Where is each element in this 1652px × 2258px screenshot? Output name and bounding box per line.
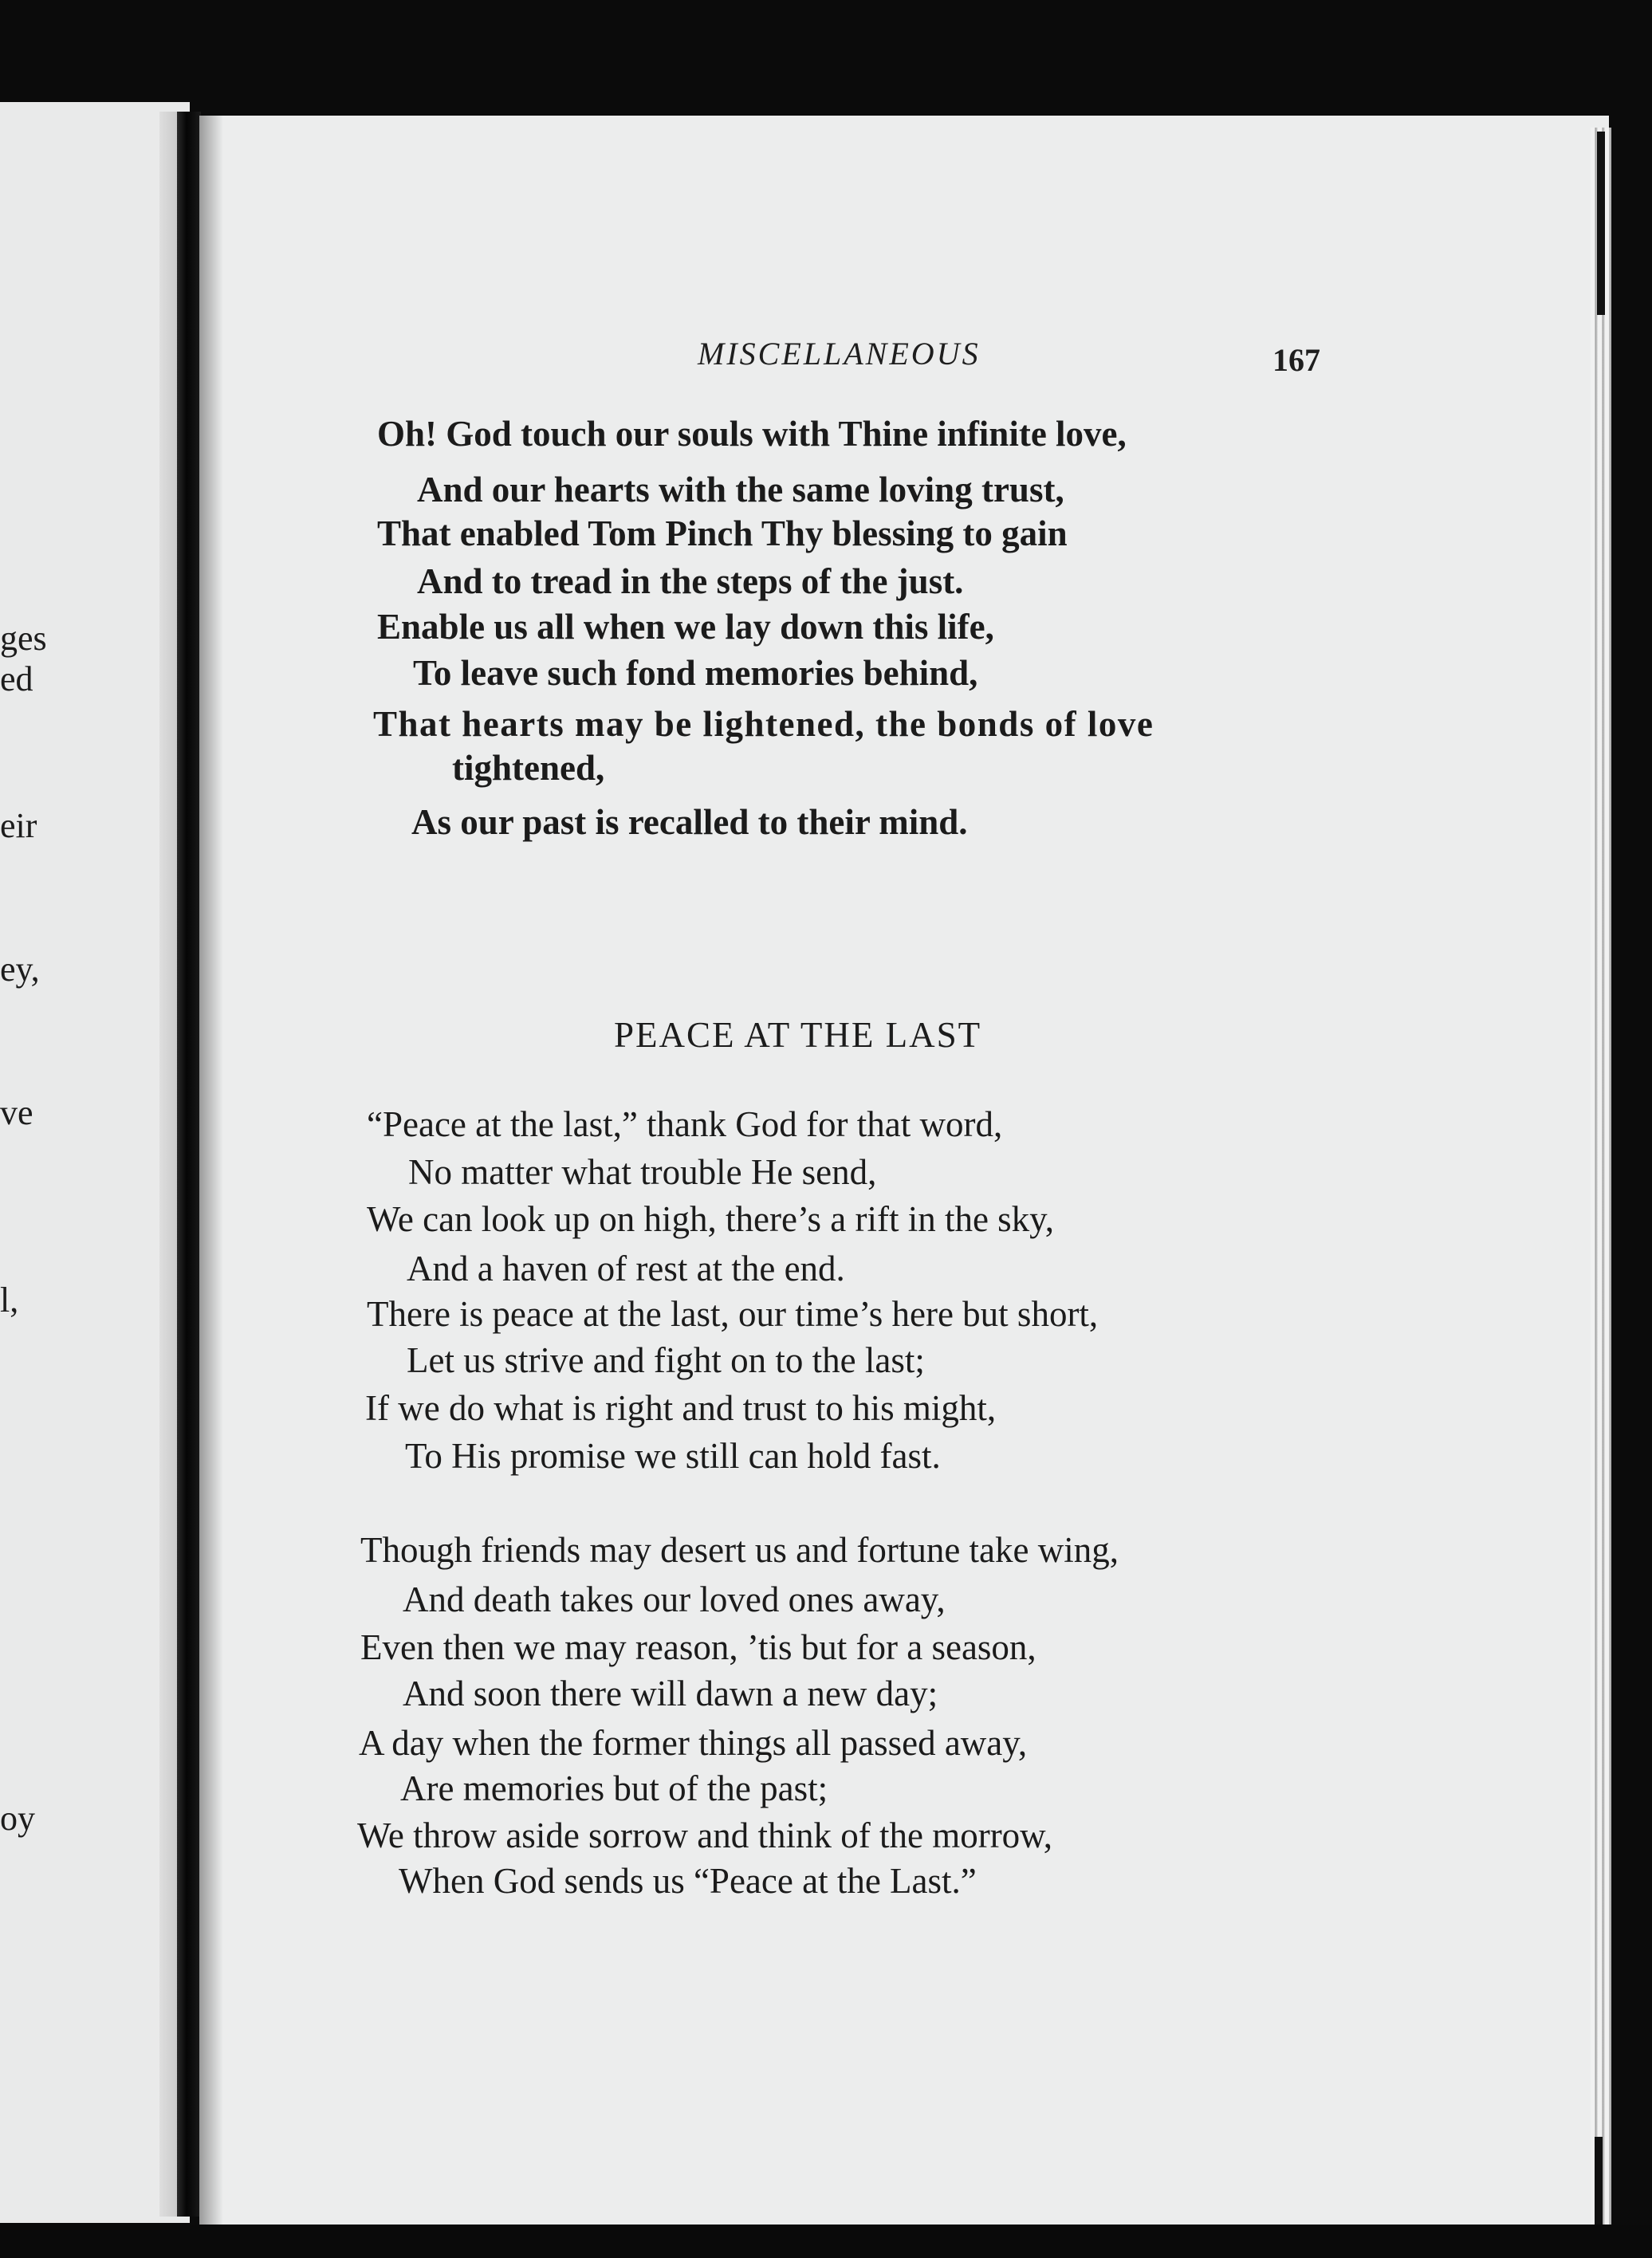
page-edge-mark <box>1595 2137 1603 2225</box>
left-page-fragment: l, <box>0 1280 19 1320</box>
poem-line: That enabled Tom Pinch Thy blessing to gain <box>377 513 1068 553</box>
poem-line: Oh! God touch our souls with Thine infinite love, <box>377 414 1127 454</box>
poem-line: Even then we may reason, ’tis but for a season, <box>360 1627 1036 1667</box>
poem-line: That hearts may be lightened, the bonds of love <box>373 704 1154 744</box>
poem-line: To His promise we still can hold fast. <box>405 1436 941 1476</box>
left-page-fragment: eir <box>0 806 37 845</box>
poem-line: Though friends may desert us and fortune take wing, <box>360 1530 1119 1570</box>
scanner-bottom-band <box>0 2225 1652 2258</box>
poem-line: And soon there will dawn a new day; <box>403 1674 938 1713</box>
poem-line: There is peace at the last, our time’s here but short, <box>367 1294 1099 1334</box>
poem-line: No matter what trouble He send, <box>408 1152 877 1192</box>
left-page-fragment: ey, <box>0 950 40 989</box>
book-gutter <box>177 112 201 2217</box>
poem-line: And a haven of rest at the end. <box>407 1249 845 1288</box>
left-page-fragment: ve <box>0 1093 33 1132</box>
page-edge-mark <box>1597 132 1605 315</box>
poem-line: Enable us all when we lay down this life, <box>377 607 994 647</box>
page-edge-stack <box>1591 128 1611 2225</box>
poem-line: Let us strive and fight on to the last; <box>407 1340 925 1380</box>
poem-line: A day when the former things all passed away, <box>359 1723 1028 1763</box>
poem-line: We throw aside sorrow and think of the morrow, <box>357 1815 1053 1855</box>
poem-line: And our hearts with the same loving trust, <box>417 470 1064 509</box>
poem-line: To leave such fond memories behind, <box>413 653 978 693</box>
page-number: 167 <box>1272 342 1320 378</box>
poem-line: tightened, <box>452 748 605 788</box>
poem-line: “Peace at the last,” thank God for that word, <box>367 1104 1003 1144</box>
poem-title: PEACE AT THE LAST <box>614 1015 982 1055</box>
page-gutter-shadow <box>199 116 223 2228</box>
left-page-fragment: ges <box>0 619 47 658</box>
poem-line: As our past is recalled to their mind. <box>411 802 968 842</box>
left-page-fragment: oy <box>0 1799 35 1838</box>
poem-line: And to tread in the steps of the just. <box>417 561 964 601</box>
poem-line: And death takes our loved ones away, <box>403 1579 946 1619</box>
poem-line: Are memories but of the past; <box>400 1768 828 1808</box>
poem-line: We can look up on high, there’s a rift in the sky, <box>367 1199 1055 1239</box>
left-page-fragment: ed <box>0 659 33 698</box>
running-head: MISCELLANEOUS <box>698 336 981 372</box>
poem-line: When God sends us “Peace at the Last.” <box>399 1861 977 1901</box>
poem-line: If we do what is right and trust to his might, <box>365 1388 997 1428</box>
